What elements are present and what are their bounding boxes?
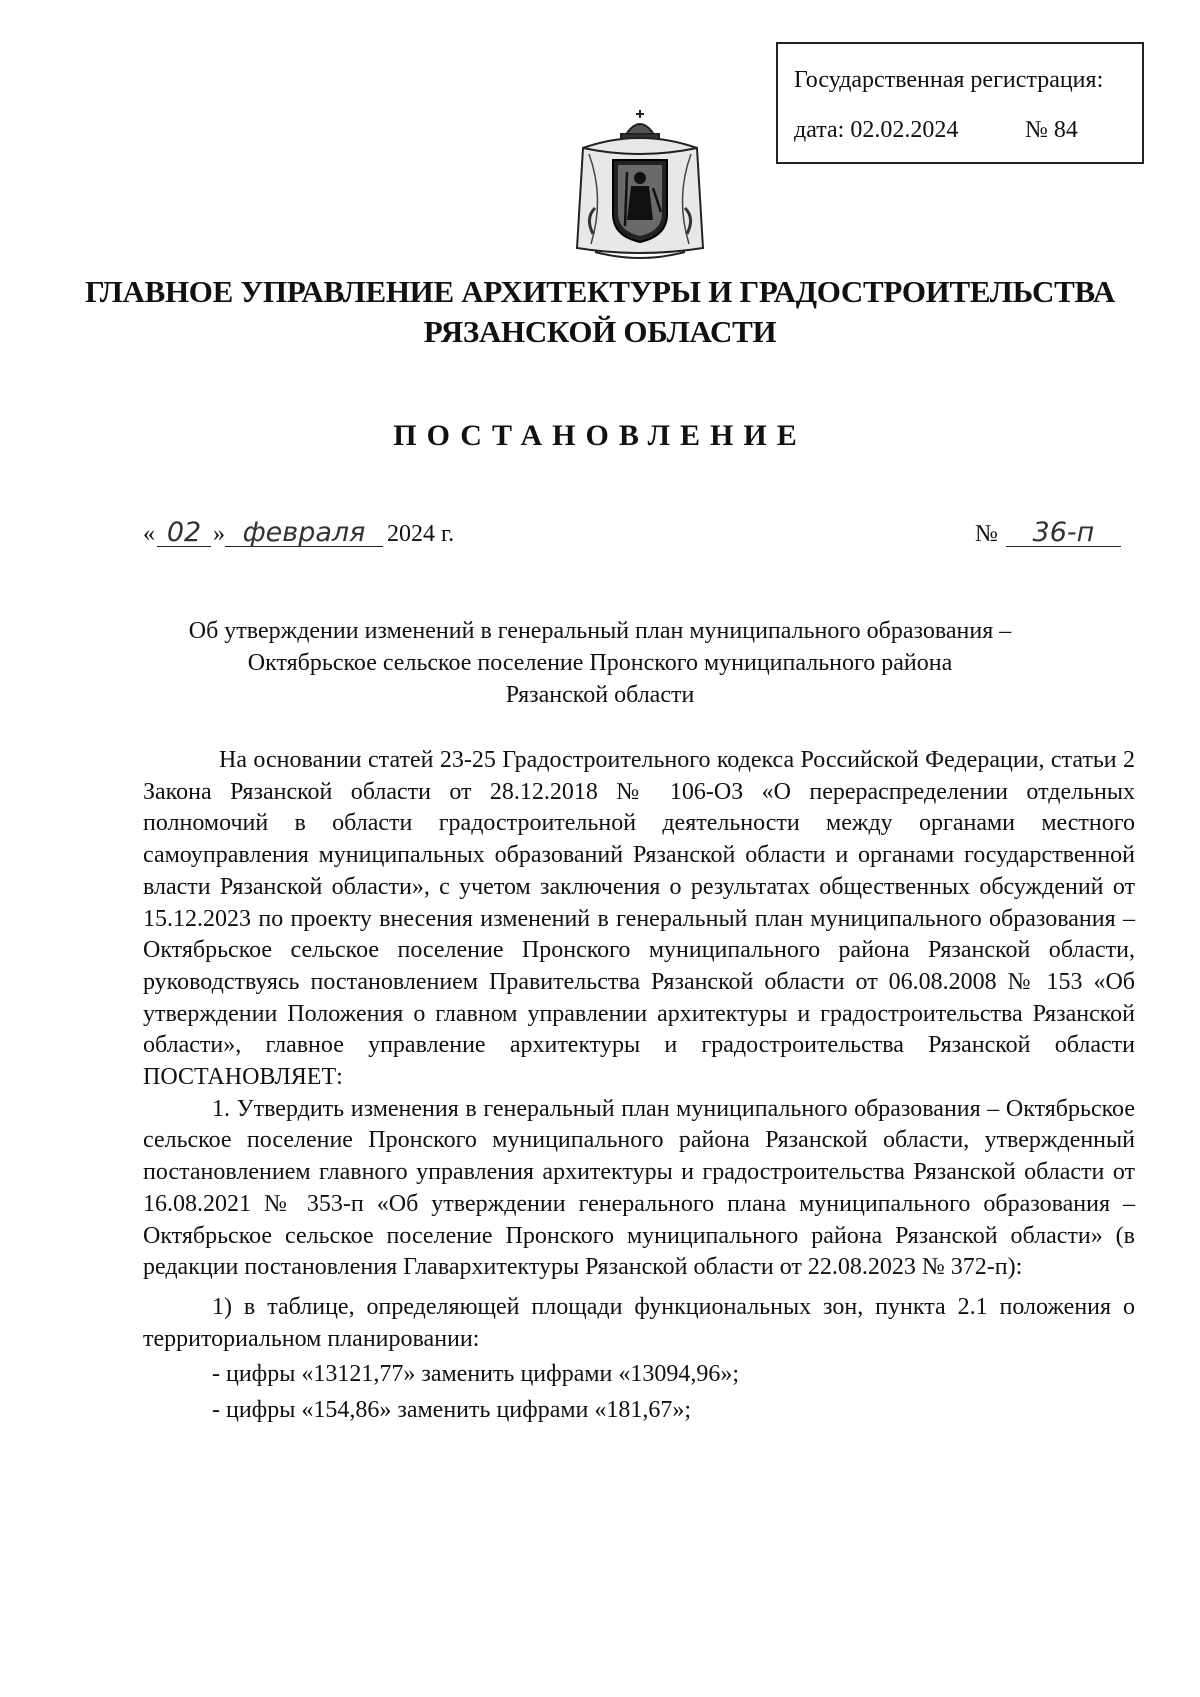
document-date <box>143 517 455 548</box>
organization-name-line2: РЯЗАНСКОЙ ОБЛАСТИ <box>423 314 777 349</box>
registration-stamp-box <box>776 42 1144 164</box>
preamble-paragraph: На основании статей 23-25 Градостроительного кодекса Российской Федерации, статьи 2 Закона Рязанской области от 28.12.2018 № 106-ОЗ «О перераспределении отдельных полномочий в области градостроительной деятельности между органами местного самоуправления муниципальных образований Рязанской области и органами государственной власти Рязанской области», с учетом заключения о результатах общественных обсуждений от 15.12.2023 по проекту внесения изменений в генеральный план муниципального образования – Октябрьское сельское поселение Пронского муниципального района Рязанской области, руководствуясь постановлением Правительства Рязанской области от 06.08.2008 № 153 «Об утверждении Положения о главном управлении архитектуры и градостроительства Рязанской области», главное управление архитектуры и градостроительства Рязанской области ПОСТАНОВЛЯЕТ: <box>143 747 1135 1091</box>
document-type-title: ПОСТАНОВЛЕНИЕ <box>393 419 807 452</box>
document-body <box>143 745 1135 1427</box>
date-close-quote: » <box>213 521 225 547</box>
date-open-quote: « <box>143 521 155 547</box>
document-number-handwritten: 36-п <box>1006 520 1121 547</box>
subject-line3: Рязанской области <box>505 682 695 708</box>
item-1-paragraph: 1. Утвердить изменения в генеральный план муниципального образования – Октябрьское сельское поселение Пронского муниципального района Рязанской области, утвержденный постановлением главного управления архитектуры и градостроительства Рязанской области от 16.08.2021 № 353-п «Об утверждении генерального плана муниципального образования – Октябрьское сельское поселение Пронского муниципального района Рязанской области» (в редакции постановления Главархитектуры Рязанской области от 22.08.2023 № 372-п): <box>143 1095 1135 1281</box>
ryazan-coat-of-arms-icon <box>565 108 715 266</box>
date-year: 2024 г. <box>387 521 455 547</box>
document-subject <box>0 615 1200 711</box>
date-day-handwritten: 02 <box>157 520 211 547</box>
document-number-label: № <box>975 521 998 547</box>
organization-name <box>0 272 1200 352</box>
registration-title: Государственная регистрация: <box>794 67 1104 93</box>
organization-name-line1: ГЛАВНОЕ УПРАВЛЕНИЕ АРХИТЕКТУРЫ И ГРАДОСТРОИТЕЛЬСТВА <box>84 274 1115 309</box>
document-number <box>975 517 1121 548</box>
subitem-1-paragraph: 1) в таблице, определяющей площади функциональных зон, пункта 2.1 положения о территориальном планировании: <box>143 1293 1135 1352</box>
replacement-line-2: - цифры «154,86» заменить цифрами «181,67»; <box>212 1397 692 1424</box>
subject-line1: Об утверждении изменений в генеральный план муниципального образования – <box>188 618 1012 644</box>
registration-number: № 84 <box>1025 117 1078 143</box>
registration-date: дата: 02.02.2024 <box>794 117 959 143</box>
subject-line2: Октябрьское сельское поселение Пронского муниципального района <box>247 650 953 676</box>
date-month-handwritten: февраля <box>225 520 383 547</box>
replacement-line-1: - цифры «13121,77» заменить цифрами «13094,96»; <box>212 1361 740 1388</box>
